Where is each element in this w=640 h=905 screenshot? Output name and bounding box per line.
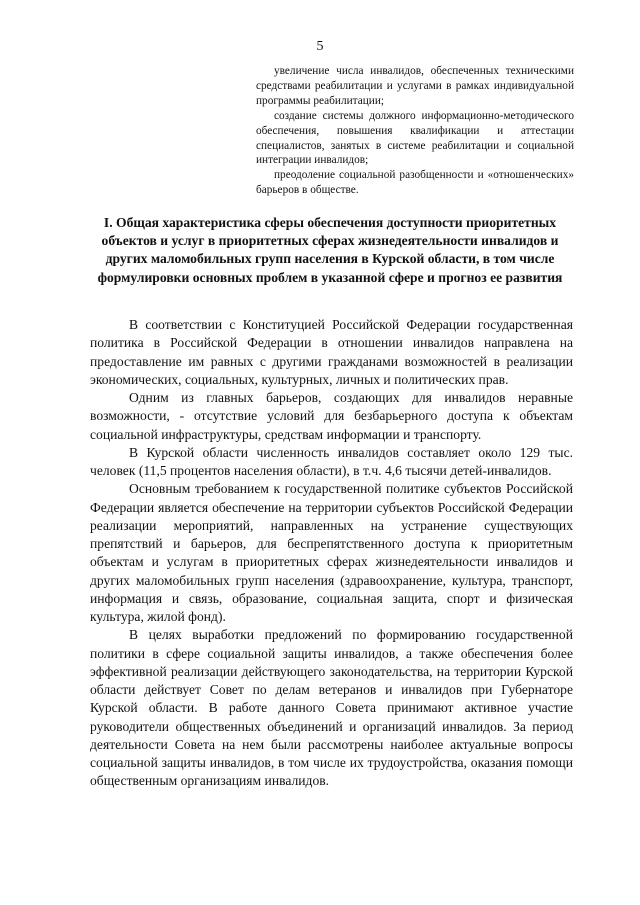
paragraph: В Курской области численность инвалидов составляет около 129 тыс. человек (11,5 процентов населения области), в т.ч. 4,6 тысячи детей-инвалидов. xyxy=(90,444,573,478)
section-heading: I. Общая характеристика сферы обеспечения доступности приоритетных объектов и услуг в приоритетных сферах жизнедеятельности инвалидов и других маломобильных групп населения в Курской области, в том числе формулировки основных проблем в указанной сфере и прогноз ее развития xyxy=(97,215,563,285)
paragraph: Одним из главных барьеров, создающих для инвалидов неравные возможности, - отсутствие условий для безбарьерного доступа к объектам социальной инфраструктуры, средствам информации и транспорту. xyxy=(90,390,573,442)
goals-list-continuation xyxy=(256,64,574,198)
list-item: создание системы должного информационно-методического обеспечения, повышения квалификации и аттестации специалистов, занятых в системе реабилитации и социальной интеграции инвалидов; xyxy=(256,109,574,167)
paragraph: В соответствии с Конституцией Российской Федерации государственная политика в Российской Федерации в отношении инвалидов направлена на предоставление им равных с другими гражданами возможностей в реализации экономических, социальных, культурных, личных и политических прав. xyxy=(90,317,573,387)
list-item: увеличение числа инвалидов, обеспеченных техническими средствами реабилитации и услугами в рамках индивидуальной программы реабилитации; xyxy=(256,65,574,107)
paragraph: Основным требованием к государственной политике субъектов Российской Федерации является обеспечение на территории субъектов Российской Федерации реализации мероприятий, направленных на устранение существующих препятствий и барьеров, для беспрепятственного доступа к приоритетным объектам и услугам в приоритетных сферах жизнедеятельности инвалидов и других маломобильных групп населения (здравоохранение, культура, транспорт, информация и связь, образование, социальная защита, спорт и физическая культура, жилой фонд). xyxy=(90,481,573,624)
list-item: преодоление социальной разобщенности и «отношенческих» барьеров в обществе. xyxy=(256,169,574,197)
paragraph: В целях выработки предложений по формированию государственной политики в сфере социальной защиты инвалидов, а также обеспечения более эффективной реализации действующего законодательства, на территории Курской области действует Совет по делам ветеранов и инвалидов при Губернаторе Курской области. В работе данного Совета принимают активное участие руководители общественных объединений и организаций инвалидов. За период деятельности Совета на нем были рассмотрены наиболее актуальные вопросы социальной защиты инвалидов, в том числе их трудоустройства, оказания помощи общественным организациям инвалидов. xyxy=(90,627,573,789)
page-number: 5 xyxy=(316,39,324,54)
section-body xyxy=(90,316,573,791)
